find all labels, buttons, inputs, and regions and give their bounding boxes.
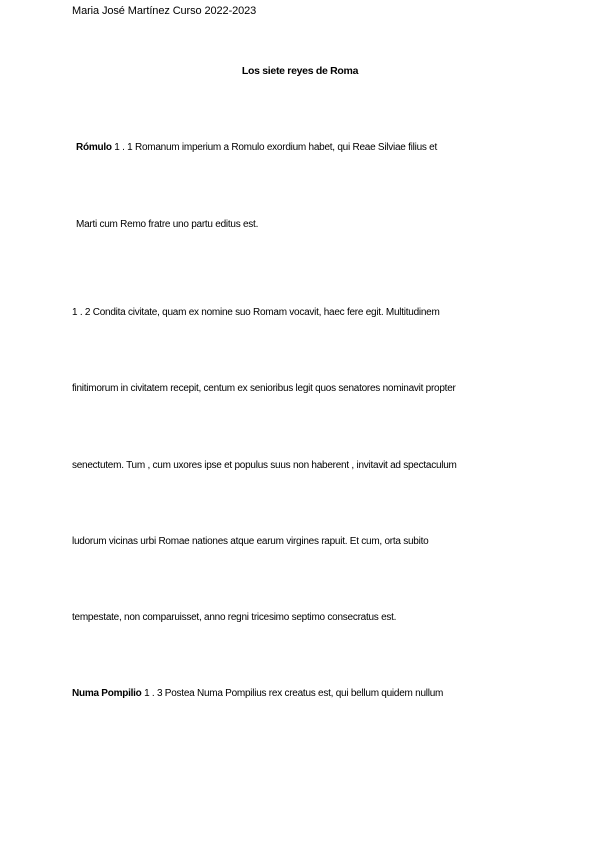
paragraph-line [72, 307, 440, 318]
line-text: Marti cum Remo fratre uno partu editus est. [76, 219, 259, 230]
line-text: senectutem. Tum , cum uxores ipse et populus suus non haberent , invitavit ad spectaculum [72, 460, 457, 471]
section-heading-numa-pompilio: Numa Pompilio [72, 688, 142, 699]
paragraph-line [72, 460, 457, 471]
section-heading-romulo: Rómulo [76, 142, 112, 153]
paragraph-line [72, 612, 396, 623]
line-text: 1 . 1 Romanum imperium a Romulo exordium habet, qui Reae Silviae filius et [111, 142, 438, 153]
paragraph-line [72, 536, 428, 547]
paragraph-line [76, 219, 258, 230]
paragraph-line [72, 688, 443, 699]
document-title: Los siete reyes de Roma [241, 65, 359, 77]
line-text: tempestate, non comparuisset, anno regni tricesimo septimo consecratus est. [72, 612, 397, 623]
paragraph-line [76, 142, 437, 153]
line-text: 1 . 3 Postea Numa Pompilius rex creatus est, qui bellum quidem nullum [141, 688, 444, 699]
page-header: Maria José Martínez Curso 2022-2023 [72, 5, 257, 17]
line-text: 1 . 2 Condita civitate, quam ex nomine suo Romam vocavit, haec fere egit. Multitudinem [72, 307, 440, 318]
paragraph-line [72, 383, 456, 394]
line-text: finitimorum in civitatem recepit, centum ex senioribus legit quos senatores nominavit propter [72, 383, 456, 394]
line-text: ludorum vicinas urbi Romae nationes atque earum virgines rapuit. Et cum, orta subito [72, 536, 429, 547]
